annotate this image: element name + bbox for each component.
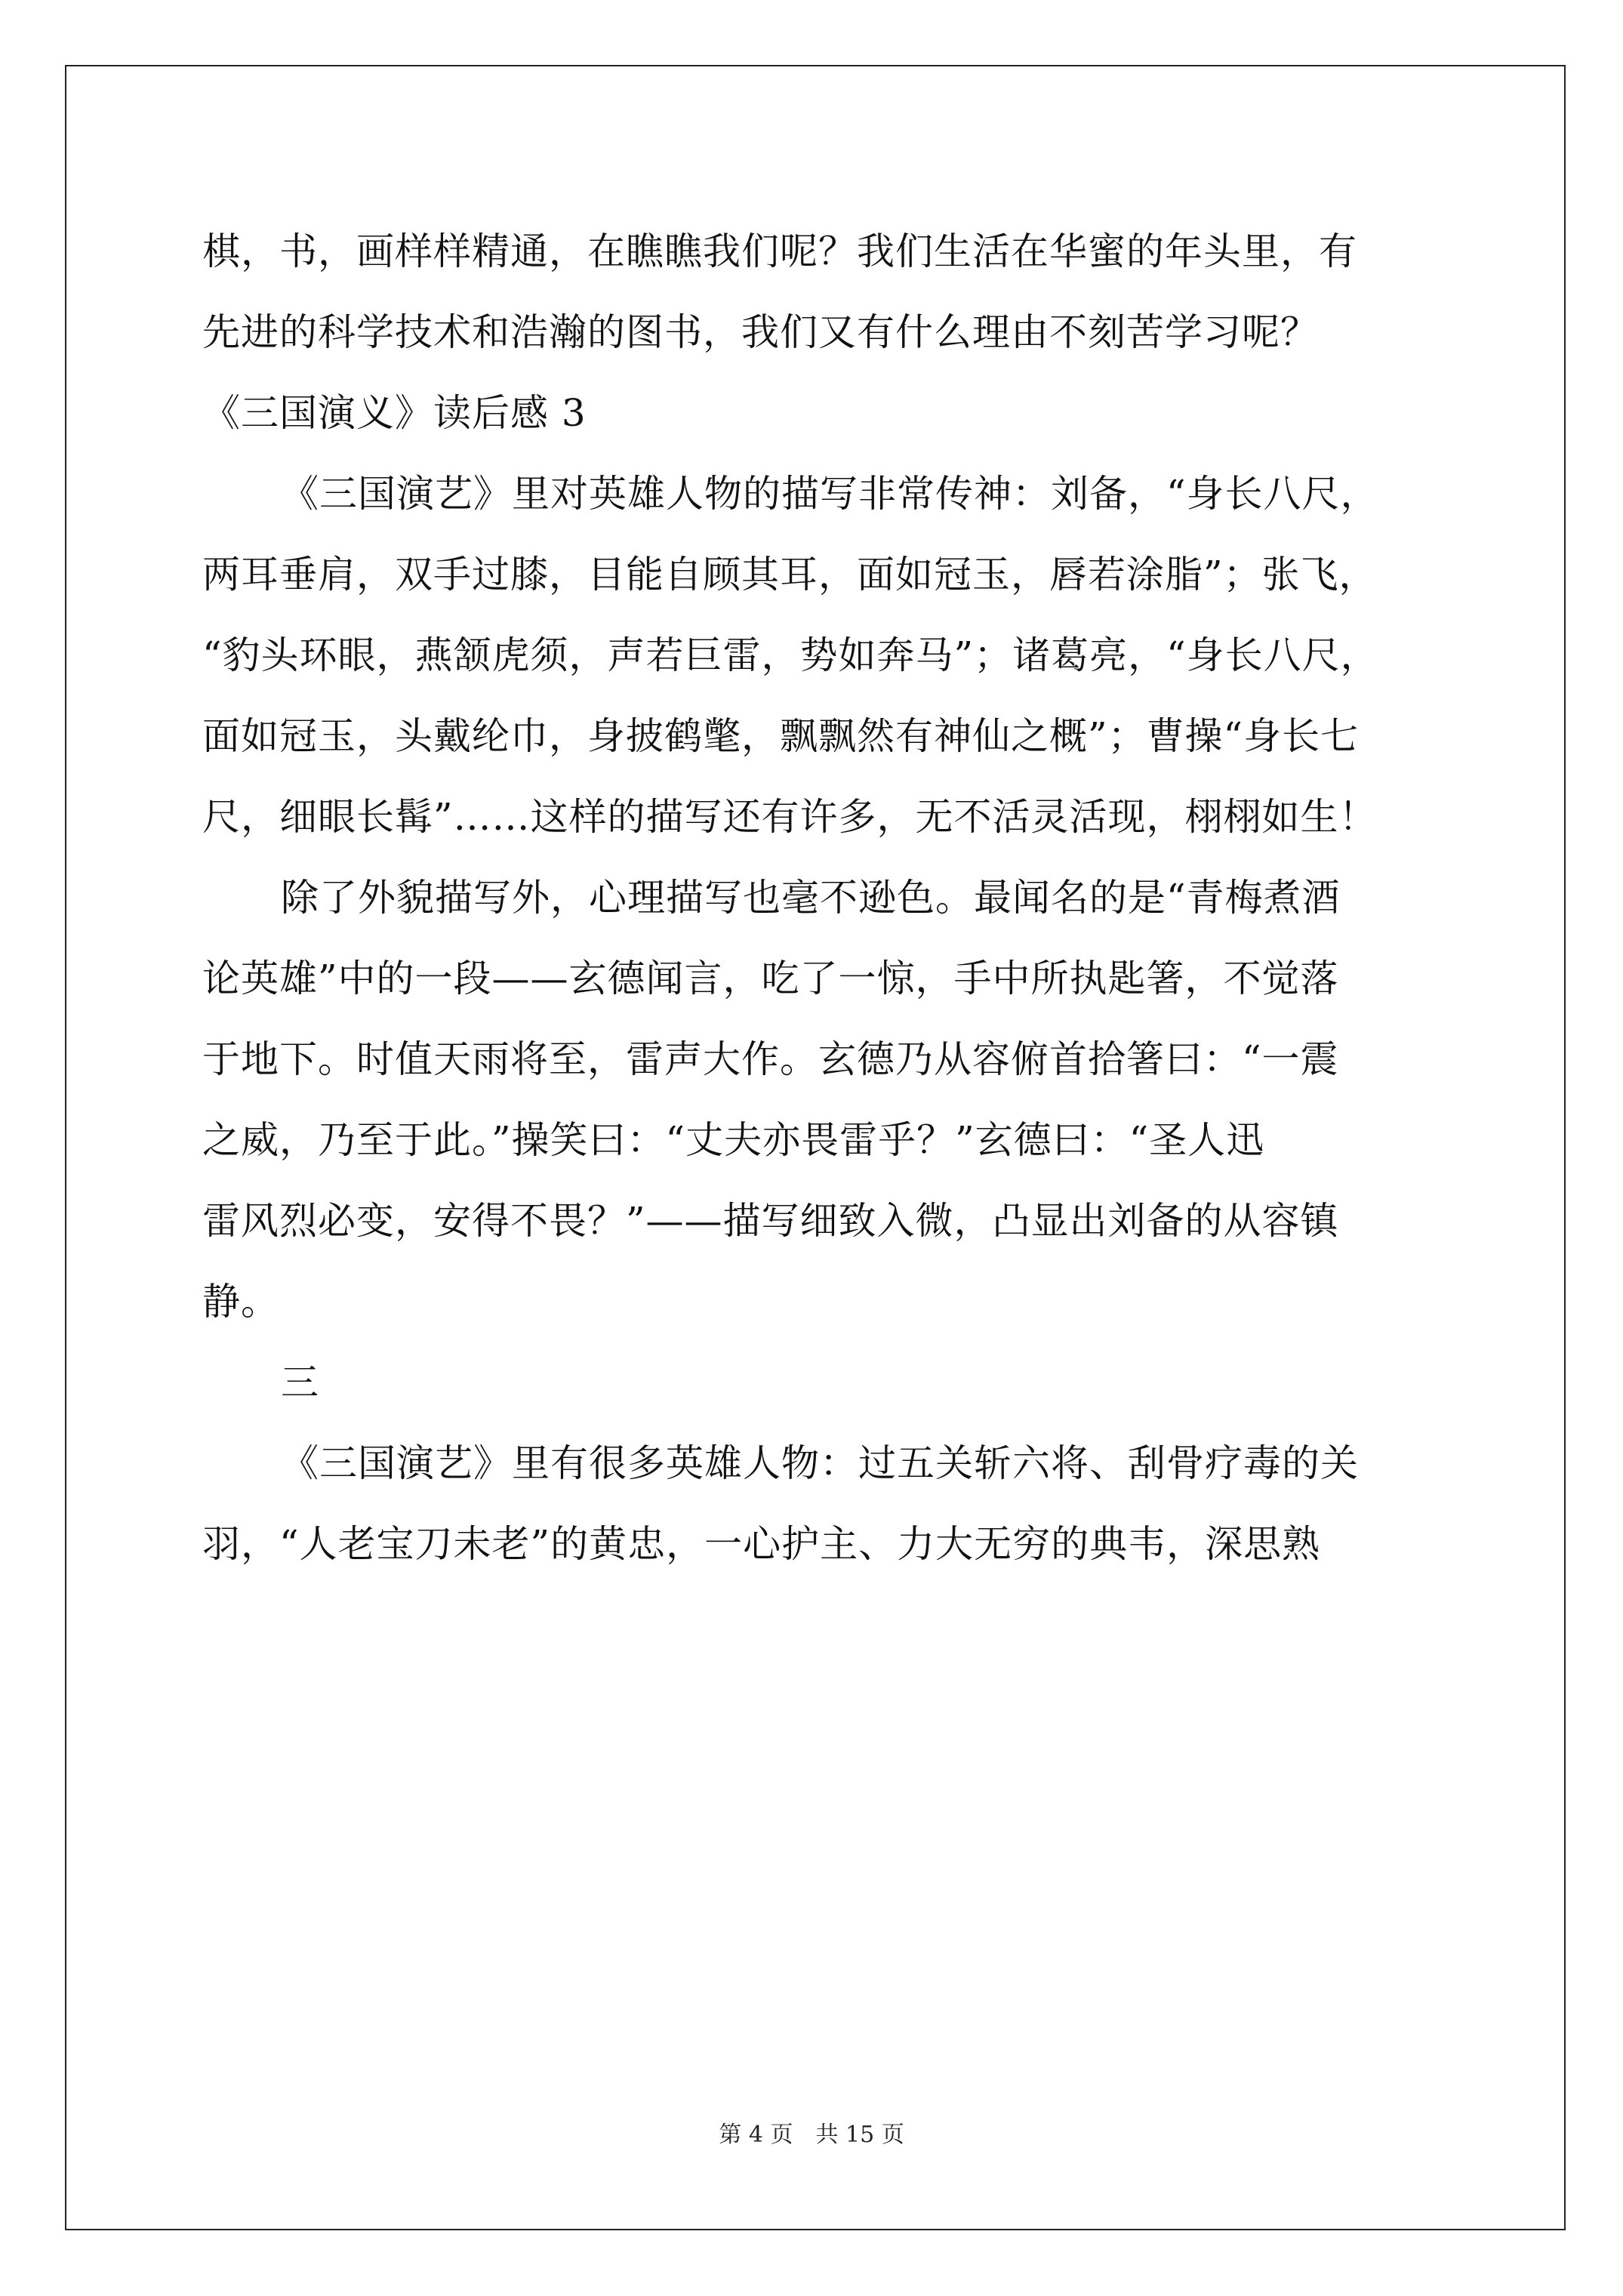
text-line: 两耳垂肩，双手过膝，目能自顾其耳，面如冠玉，唇若涂脂”；张飞， [202, 553, 1378, 596]
text-line: 除了外貌描写外，心理描写也毫不逊色。最闻名的是“青梅煮酒 [281, 876, 1341, 920]
text-line: 于地下。时值天雨将至，雷声大作。玄德乃从容俯首拾箸曰：“一震 [202, 1037, 1339, 1081]
text-line: 羽，“人老宝刀未老”的黄忠，一心护主、力大无穷的典韦，深思熟 [202, 1522, 1321, 1566]
text-line: 棋，书，画样样精通，在瞧瞧我们呢？我们生活在华蜜的年头里，有 [202, 230, 1357, 273]
text-line: 先进的科学技术和浩瀚的图书，我们又有什么理由不刻苦学习呢？ [202, 310, 1319, 354]
text-line: 雷风烈必变，安得不畏？”——描写细致入微，凸显出刘备的从容镇 [202, 1199, 1339, 1243]
text-line: 《三国演艺》里对英雄人物的描写非常传神：刘备，“身长八尺， [281, 472, 1379, 516]
section-number: 三 [281, 1361, 319, 1404]
text-line: “豹头环眼，燕颔虎须，声若巨雷，势如奔马”；诸葛亮，“身长八尺， [202, 633, 1379, 677]
text-line: 尺，细眼长髯”……这样的描写还有许多，无不活灵活现，栩栩如生！ [202, 795, 1378, 839]
page-footer: 第 4 页 共 15 页 [719, 2122, 904, 2148]
text-line: 之威，乃至于此。”操笑曰：“丈夫亦畏雷乎？”玄德曰：“圣人迅 [202, 1118, 1265, 1162]
text-line: 面如冠玉，头戴纶巾，身披鹤氅，飘飘然有神仙之概”；曹操“身长七 [202, 714, 1360, 758]
text-line: 静。 [202, 1280, 279, 1324]
text-line: 《三国演艺》里有很多英雄人物：过五关斩六将、刮骨疗毒的关 [281, 1441, 1359, 1485]
section-heading: 《三国演义》读后感 3 [202, 391, 587, 435]
text-line: 论英雄”中的一段——玄德闻言，吃了一惊，手中所执匙箸，不觉落 [202, 957, 1339, 1000]
